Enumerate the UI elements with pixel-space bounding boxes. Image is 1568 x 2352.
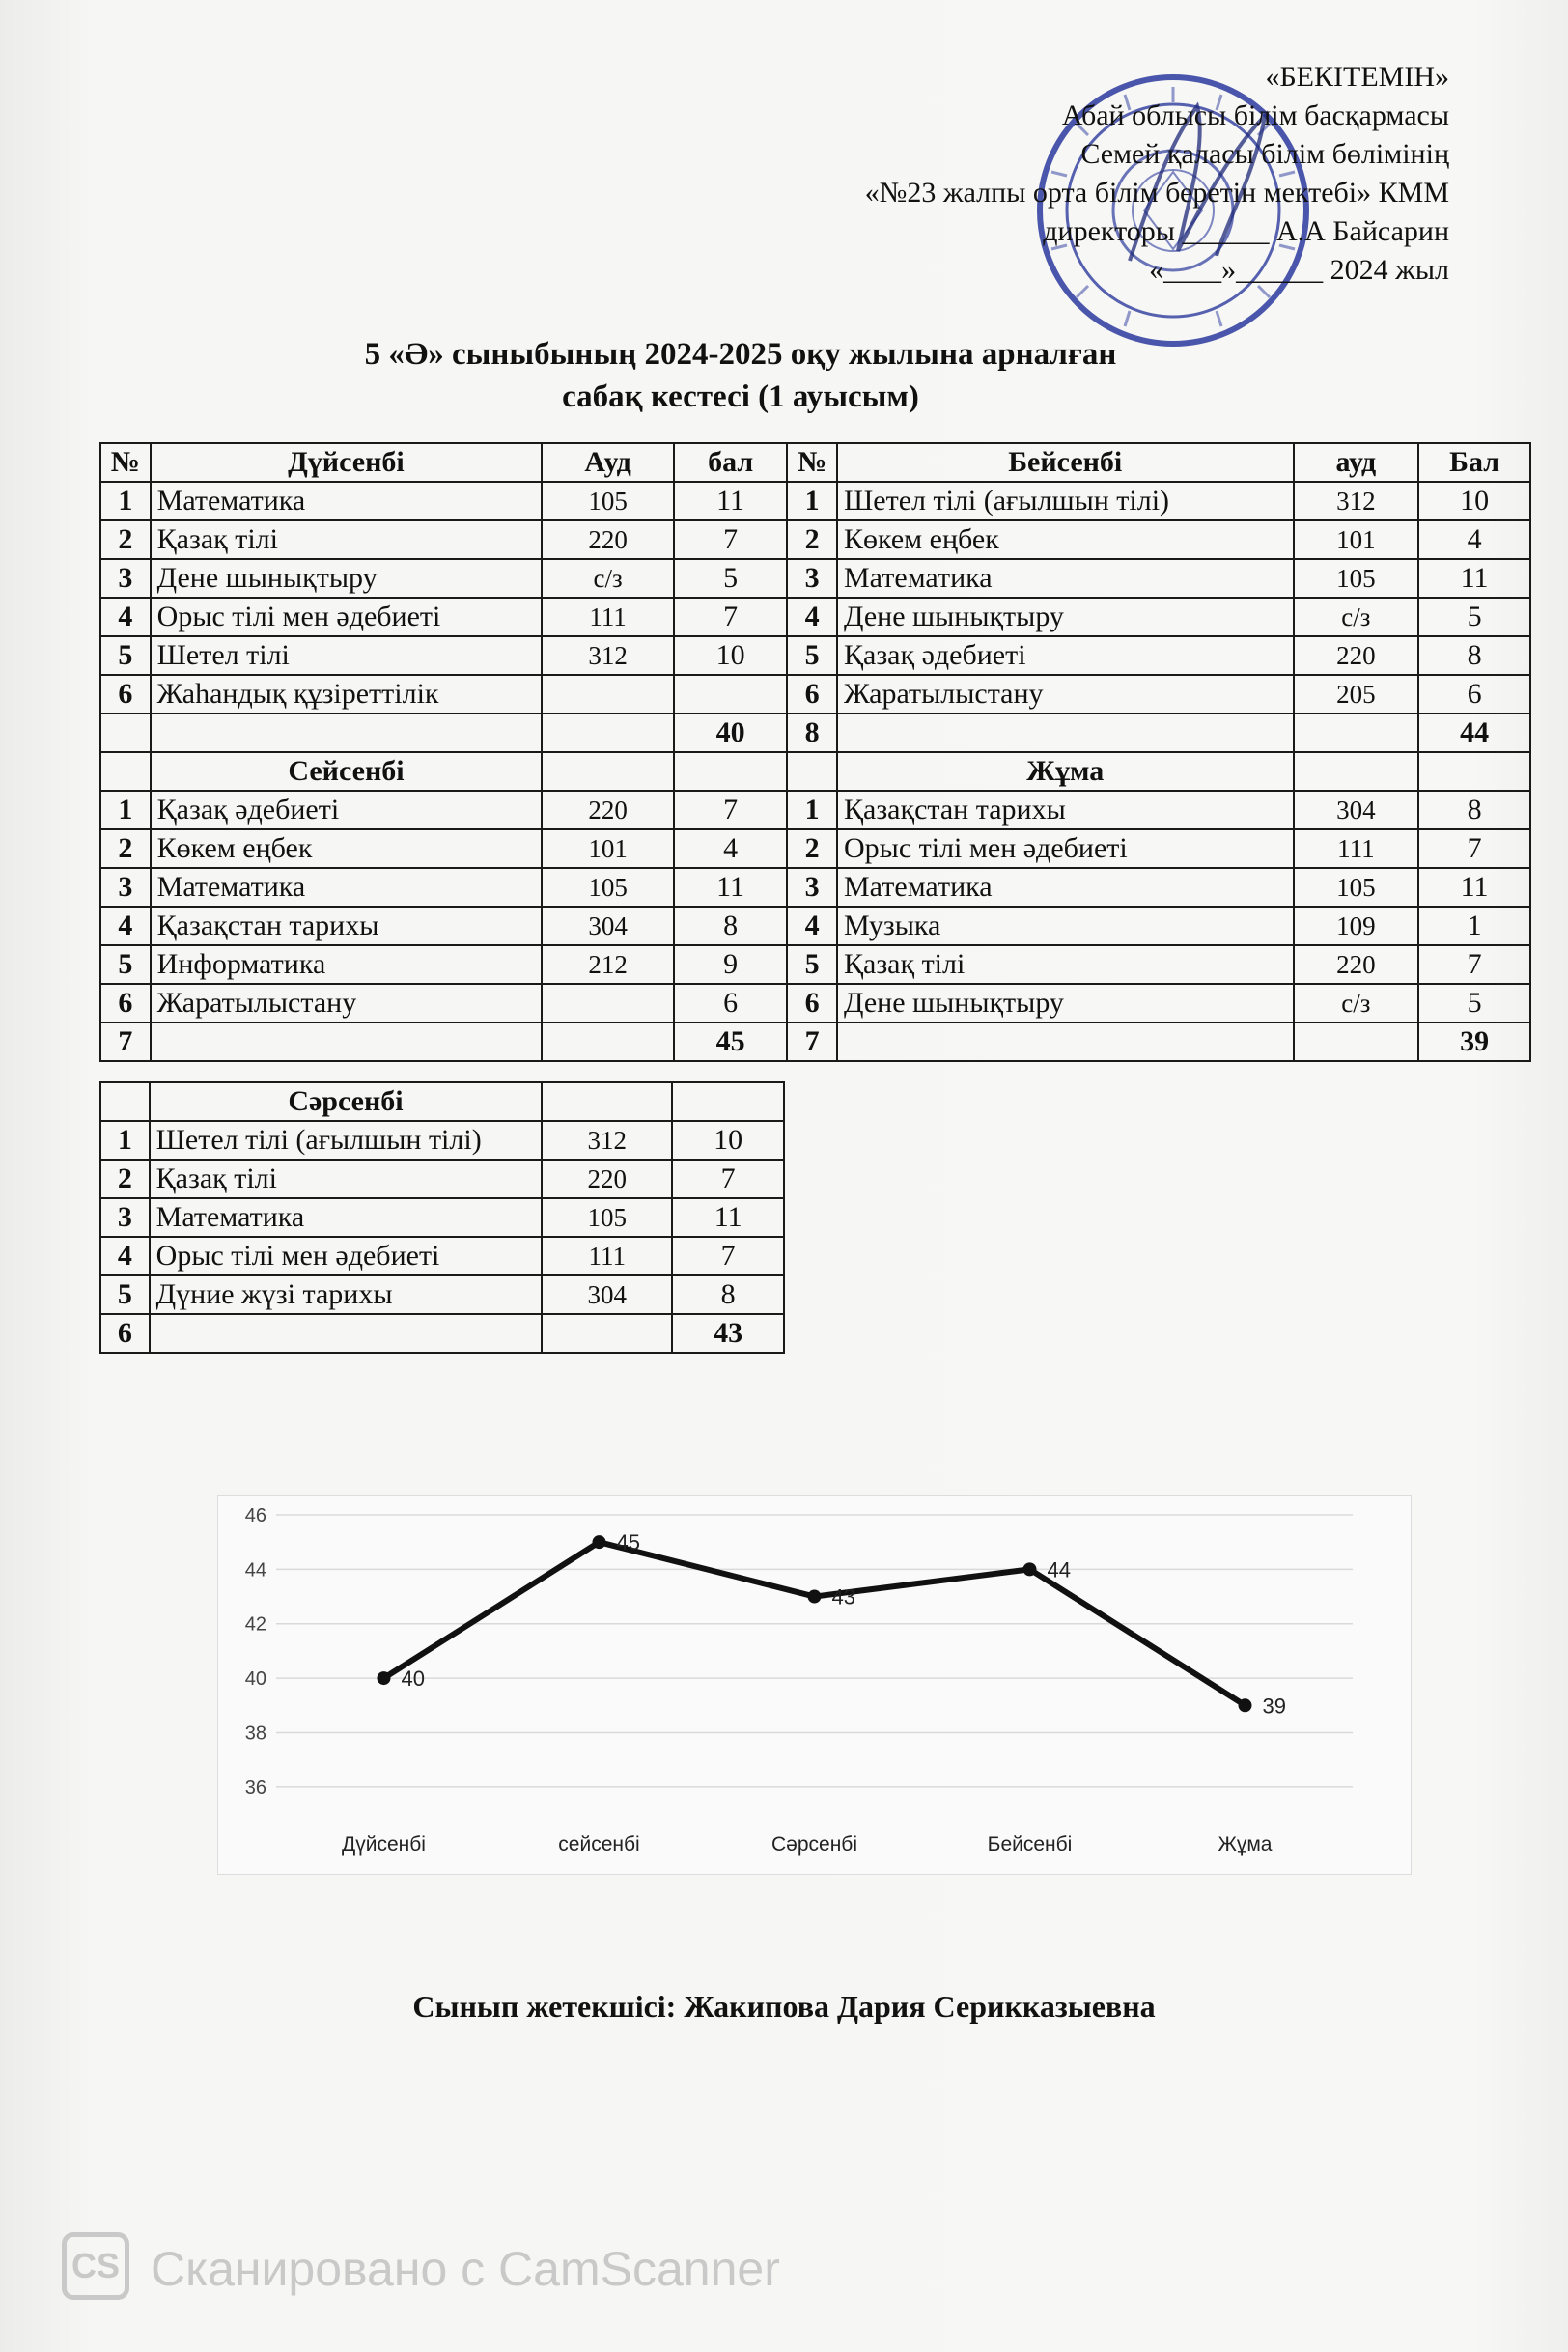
- thursday-points: 8: [1418, 636, 1530, 675]
- monday-subject: Шетел тілі: [151, 636, 543, 675]
- table-row: [100, 829, 1530, 868]
- data-point: [1023, 1562, 1037, 1576]
- wednesday-room: 304: [542, 1275, 672, 1314]
- friday-points: 11: [1418, 868, 1530, 907]
- tuesday-subject: Қазақ әдебиеті: [151, 791, 543, 829]
- monday-room: с/з: [542, 559, 674, 598]
- col-monday: Дүйсенбі: [151, 443, 543, 482]
- thursday-subject: Көкем еңбек: [837, 520, 1294, 559]
- table-row: [100, 520, 1530, 559]
- wednesday-total-num: 6: [100, 1314, 150, 1353]
- monday-room: 220: [542, 520, 674, 559]
- monday-lesson-number: 3: [100, 559, 151, 598]
- monday-room: 312: [542, 636, 674, 675]
- monday-room: 111: [542, 598, 674, 636]
- data-label: 43: [831, 1584, 855, 1610]
- thursday-room: 220: [1294, 636, 1419, 675]
- wednesday-lesson-number: 3: [100, 1198, 150, 1237]
- x-tick-label: Жұма: [1218, 1834, 1273, 1856]
- monday-lesson-number: 6: [100, 675, 151, 714]
- thursday-subject: Жаратылыстану: [837, 675, 1294, 714]
- col-thursday: Бейсенбі: [837, 443, 1294, 482]
- wednesday-heading: Сәрсенбі: [150, 1082, 543, 1121]
- col-num-right: №: [787, 443, 837, 482]
- camscanner-text: Сканировано с CamScanner: [151, 2242, 780, 2296]
- tuesday-heading: Сейсенбі: [151, 752, 543, 791]
- friday-lesson-number: 5: [787, 945, 837, 984]
- wednesday-room: 105: [542, 1198, 672, 1237]
- thursday-subject: Математика: [837, 559, 1294, 598]
- thursday-total-num: 8: [787, 714, 837, 752]
- schedule-table-main: [99, 442, 1531, 1062]
- monday-points: 10: [674, 636, 787, 675]
- friday-points: 7: [1418, 945, 1530, 984]
- wednesday-total: 43: [672, 1314, 784, 1353]
- tuesday-room: 212: [542, 945, 674, 984]
- thursday-total: 44: [1418, 714, 1530, 752]
- wednesday-totals-row: [100, 1314, 784, 1353]
- wednesday-points: 8: [672, 1275, 784, 1314]
- tuesday-total: 45: [674, 1022, 787, 1061]
- monday-room: [542, 675, 674, 714]
- data-point: [1239, 1698, 1252, 1712]
- thursday-points: 10: [1418, 482, 1530, 520]
- x-tick-label: Сәрсенбі: [771, 1834, 857, 1856]
- friday-room: 109: [1294, 907, 1419, 945]
- table-row: [100, 598, 1530, 636]
- table-row: [100, 1198, 784, 1237]
- thursday-points: 11: [1418, 559, 1530, 598]
- tuesday-points: 7: [674, 791, 787, 829]
- approval-line-4: директоры ______ А.А Байсарин: [1043, 215, 1449, 247]
- tuesday-subject: Математика: [151, 868, 543, 907]
- col-num-left: №: [100, 443, 151, 482]
- table-row: [100, 791, 1530, 829]
- wednesday-body: [100, 1121, 784, 1314]
- tuesday-room: 304: [542, 907, 674, 945]
- tuesday-subject: Көкем еңбек: [151, 829, 543, 868]
- tuesday-points: 9: [674, 945, 787, 984]
- totals-row-mon-thu: [100, 714, 1530, 752]
- mon-thu-body: [100, 482, 1530, 714]
- approval-heading: «БЕКІТЕМІН»: [1265, 61, 1449, 93]
- thursday-lesson-number: 3: [787, 559, 837, 598]
- wednesday-points: 10: [672, 1121, 784, 1160]
- monday-subject: Жаһандық құзіреттілік: [151, 675, 543, 714]
- wednesday-lesson-number: 4: [100, 1237, 150, 1275]
- col-room-right: ауд: [1294, 443, 1419, 482]
- friday-heading: Жұма: [837, 752, 1294, 791]
- tuesday-subject: Информатика: [151, 945, 543, 984]
- chart-svg: [218, 1496, 1411, 1874]
- friday-points: 8: [1418, 791, 1530, 829]
- approval-block: [773, 58, 1449, 290]
- thursday-subject: Қазақ әдебиеті: [837, 636, 1294, 675]
- table-row: [100, 984, 1530, 1022]
- wednesday-lesson-number: 5: [100, 1275, 150, 1314]
- monday-points: 7: [674, 520, 787, 559]
- x-tick-label: сейсенбі: [558, 1834, 640, 1856]
- monday-points: 7: [674, 598, 787, 636]
- monday-lesson-number: 4: [100, 598, 151, 636]
- tuesday-subject: Жаратылыстану: [151, 984, 543, 1022]
- approval-line-5: «____»______ 2024 жыл: [1149, 254, 1449, 286]
- table-row: [100, 636, 1530, 675]
- monday-points: [674, 675, 787, 714]
- thursday-room: 312: [1294, 482, 1419, 520]
- friday-room: 220: [1294, 945, 1419, 984]
- table-row: [100, 945, 1530, 984]
- tuesday-room: 101: [542, 829, 674, 868]
- monday-room: 105: [542, 482, 674, 520]
- thursday-points: 4: [1418, 520, 1530, 559]
- thursday-lesson-number: 6: [787, 675, 837, 714]
- thursday-room: с/з: [1294, 598, 1419, 636]
- monday-points: 11: [674, 482, 787, 520]
- wednesday-room: 312: [542, 1121, 672, 1160]
- thursday-points: 6: [1418, 675, 1530, 714]
- totals-row-tue-fri: [100, 1022, 1530, 1061]
- y-tick-label: 36: [244, 1777, 266, 1799]
- table-row: [100, 559, 1530, 598]
- monday-subject: Математика: [151, 482, 543, 520]
- wednesday-subject: Дүние жүзі тарихы: [150, 1275, 543, 1314]
- monday-lesson-number: 5: [100, 636, 151, 675]
- tuesday-lesson-number: 5: [100, 945, 151, 984]
- wednesday-room: 111: [542, 1237, 672, 1275]
- thursday-points: 5: [1418, 598, 1530, 636]
- friday-room: с/з: [1294, 984, 1419, 1022]
- table-row: [100, 675, 1530, 714]
- friday-points: 1: [1418, 907, 1530, 945]
- monday-subject: Қазақ тілі: [151, 520, 543, 559]
- y-tick-label: 38: [244, 1722, 266, 1745]
- friday-room: 111: [1294, 829, 1419, 868]
- wednesday-lesson-number: 2: [100, 1160, 150, 1198]
- tuesday-points: 6: [674, 984, 787, 1022]
- wednesday-subject: Орыс тілі мен әдебиеті: [150, 1237, 543, 1275]
- tuesday-points: 8: [674, 907, 787, 945]
- friday-lesson-number: 4: [787, 907, 837, 945]
- wednesday-heading-row: [100, 1082, 784, 1121]
- tuesday-room: 105: [542, 868, 674, 907]
- y-tick-label: 42: [244, 1613, 266, 1636]
- monday-lesson-number: 2: [100, 520, 151, 559]
- friday-subject: Қазақстан тарихы: [837, 791, 1294, 829]
- data-point: [593, 1535, 606, 1549]
- wednesday-subject: Шетел тілі (ағылшын тілі): [150, 1121, 543, 1160]
- tuesday-lesson-number: 1: [100, 791, 151, 829]
- wednesday-subject: Математика: [150, 1198, 543, 1237]
- friday-lesson-number: 3: [787, 868, 837, 907]
- tuesday-lesson-number: 2: [100, 829, 151, 868]
- table-row: [100, 1275, 784, 1314]
- friday-total-num: 7: [787, 1022, 837, 1061]
- data-label: 39: [1262, 1694, 1286, 1719]
- approval-line-1: Абай облысы білім басқармасы: [1061, 99, 1449, 131]
- y-tick-label: 44: [244, 1559, 266, 1582]
- wednesday-lesson-number: 1: [100, 1121, 150, 1160]
- tuesday-subject: Қазақстан тарихы: [151, 907, 543, 945]
- data-label: 40: [401, 1666, 425, 1692]
- thursday-lesson-number: 4: [787, 598, 837, 636]
- wednesday-points: 7: [672, 1160, 784, 1198]
- data-point: [808, 1590, 822, 1604]
- monday-points: 5: [674, 559, 787, 598]
- col-pts-left: бал: [674, 443, 787, 482]
- table-row: [100, 907, 1530, 945]
- data-label: 44: [1047, 1557, 1071, 1582]
- wednesday-points: 11: [672, 1198, 784, 1237]
- y-tick-label: 40: [244, 1668, 266, 1691]
- x-tick-label: Бейсенбі: [987, 1834, 1073, 1856]
- tuesday-room: [542, 984, 674, 1022]
- day-header-row-tue-fri: [100, 752, 1530, 791]
- monday-total: 40: [674, 714, 787, 752]
- table-row: [100, 1121, 784, 1160]
- friday-subject: Орыс тілі мен әдебиеті: [837, 829, 1294, 868]
- friday-lesson-number: 6: [787, 984, 837, 1022]
- schedule-table-wednesday: [99, 1081, 785, 1354]
- thursday-lesson-number: 5: [787, 636, 837, 675]
- friday-points: 7: [1418, 829, 1530, 868]
- table-row: [100, 482, 1530, 520]
- y-tick-label: 46: [244, 1505, 266, 1526]
- tuesday-points: 11: [674, 868, 787, 907]
- camscanner-logo-icon: CS: [62, 2232, 129, 2300]
- wednesday-points: 7: [672, 1237, 784, 1275]
- friday-lesson-number: 2: [787, 829, 837, 868]
- thursday-lesson-number: 1: [787, 482, 837, 520]
- tuesday-lesson-number: 4: [100, 907, 151, 945]
- thursday-subject: Шетел тілі (ағылшын тілі): [837, 482, 1294, 520]
- thursday-room: 101: [1294, 520, 1419, 559]
- tuesday-points: 4: [674, 829, 787, 868]
- table-row: [100, 1237, 784, 1275]
- data-point: [378, 1671, 391, 1685]
- table-row: [100, 1160, 784, 1198]
- thursday-subject: Дене шынықтыру: [837, 598, 1294, 636]
- friday-subject: Дене шынықтыру: [837, 984, 1294, 1022]
- thursday-room: 105: [1294, 559, 1419, 598]
- wednesday-subject: Қазақ тілі: [150, 1160, 543, 1198]
- schedule-title-line-1: 5 «Ә» сыныбының 2024-2025 оқу жылына арналған: [364, 337, 1117, 372]
- tuesday-lesson-number: 3: [100, 868, 151, 907]
- class-teacher-line: Сынып жетекшісі: Жакипова Дария Серикказыевна: [412, 1989, 1156, 2024]
- schedule-title-line-2: сабақ кестесі (1 ауысым): [562, 379, 919, 414]
- data-label: 45: [616, 1530, 640, 1555]
- wednesday-room: 220: [542, 1160, 672, 1198]
- thursday-lesson-number: 2: [787, 520, 837, 559]
- weekly-load-chart: [217, 1495, 1412, 1875]
- approval-line-3: «№23 жалпы орта білім беретін мектебі» КММ: [864, 177, 1449, 209]
- thursday-room: 205: [1294, 675, 1419, 714]
- monday-subject: Орыс тілі мен әдебиеті: [151, 598, 543, 636]
- friday-subject: Музыка: [837, 907, 1294, 945]
- tue-fri-body: [100, 791, 1530, 1022]
- friday-subject: Қазақ тілі: [837, 945, 1294, 984]
- approval-line-2: Семей қаласы білім бөлімінің: [1080, 138, 1449, 170]
- monday-subject: Дене шынықтыру: [151, 559, 543, 598]
- col-pts-right: Бал: [1418, 443, 1530, 482]
- friday-room: 105: [1294, 868, 1419, 907]
- tuesday-total-num: 7: [100, 1022, 151, 1061]
- tuesday-room: 220: [542, 791, 674, 829]
- friday-points: 5: [1418, 984, 1530, 1022]
- col-room-left: Ауд: [542, 443, 674, 482]
- header-row: [100, 443, 1530, 482]
- friday-lesson-number: 1: [787, 791, 837, 829]
- x-tick-label: Дүйсенбі: [342, 1834, 426, 1856]
- monday-lesson-number: 1: [100, 482, 151, 520]
- tuesday-lesson-number: 6: [100, 984, 151, 1022]
- friday-room: 304: [1294, 791, 1419, 829]
- table-row: [100, 868, 1530, 907]
- friday-total: 39: [1418, 1022, 1530, 1061]
- friday-subject: Математика: [837, 868, 1294, 907]
